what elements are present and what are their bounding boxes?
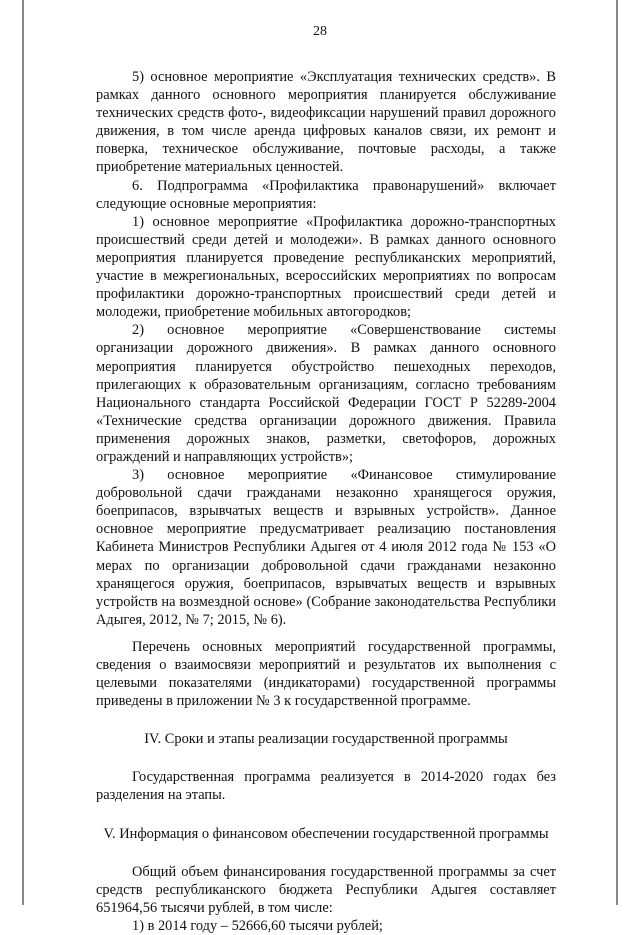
paragraph-weapons-surrender: 3) основное мероприятие «Финансовое стимулирование добровольной сдачи гражданами незаконно хранящегося оружия, боеприпасов, взрывчатых веществ и взрывных устройств». Данное основное мероприятие предусматривает реализацию постановления Кабинета Министров Республики Адыгея от 4 июля 2012 года № 153 «О мерах по организации добровольной сдачи гражданами незаконно хранящегося оружия, боеприпасов, взрывчатых веществ и взрывных устройств на возмездной основе» (Собрание законодательства Республики Адыгея, 2012, № 7; 2015, № 6). [96, 467, 556, 628]
paragraph-activities-list: Перечень основных мероприятий государственной программы, сведения о взаимосвязи мероприятий и результатов их выполнения с целевыми показателями (индикаторами) государственной программы приведены в приложении № 3 к государственной программе. [96, 638, 556, 710]
paragraph-traffic-organization: 2) основное мероприятие «Совершенствование системы организации дорожного движения». В рамках данного основного мероприятия планируется обустройство пешеходных переходов, прилегающих к образовательным организациям, согласно требованиям Национального стандарта Российской Федерации ГОСТ Р 52289-2004 «Технические средства организации дорожного движения. Правила применения дорожных знаков, разметки, светофоров, дорожных ограждений и направляющих устройств»; [96, 322, 556, 465]
document-page [22, 0, 618, 934]
page-number: 28 [313, 24, 327, 39]
section-heading-iv: IV. Сроки и этапы реализации государственной программы [144, 731, 508, 748]
paragraph-funding-2014: 1) в 2014 году – 52666,60 тысячи рублей; [132, 917, 383, 934]
section-heading-v: V. Информация о финансовом обеспечении государственной программы [103, 825, 549, 842]
paragraph-total-funding: Общий объем финансирования государственной программы за счет средств республиканского бюджета Республики Адыгея составляет 651964,56 тысячи рублей, в том числе: [96, 863, 556, 916]
paragraph-road-accident-prevention: 1) основное мероприятие «Профилактика дорожно-транспортных происшествий среди детей и молодежи». В рамках данного основного мероприятия планируется проведение республиканских мероприятий, участие в межрегиональных, всероссийских мероприятиях по вопросам профилактики дорожно-транспортных происшествий среди детей и молодежи, приобретение мобильных автогородков; [96, 213, 556, 321]
paragraph-exploitation-technical-means: 5) основное мероприятие «Эксплуатация технических средств». В рамках данного основного мероприятия планируется обслуживание технических средств фото-, видеофиксации нарушений правил дорожного движения, в том числе аренда цифровых каналов связи, их ремонт и поверка, техническое обслуживание, почтовые расходы, а также приобретение материальных ценностей. [96, 69, 556, 176]
document-body [96, 68, 556, 935]
paragraph-program-period: Государственная программа реализуется в 2014-2020 годах без разделения на этапы. [96, 769, 556, 804]
paragraph-subprogram-prevention: 6. Подпрограмма «Профилактика правонарушений» включает следующие основные мероприятия: [96, 177, 556, 212]
